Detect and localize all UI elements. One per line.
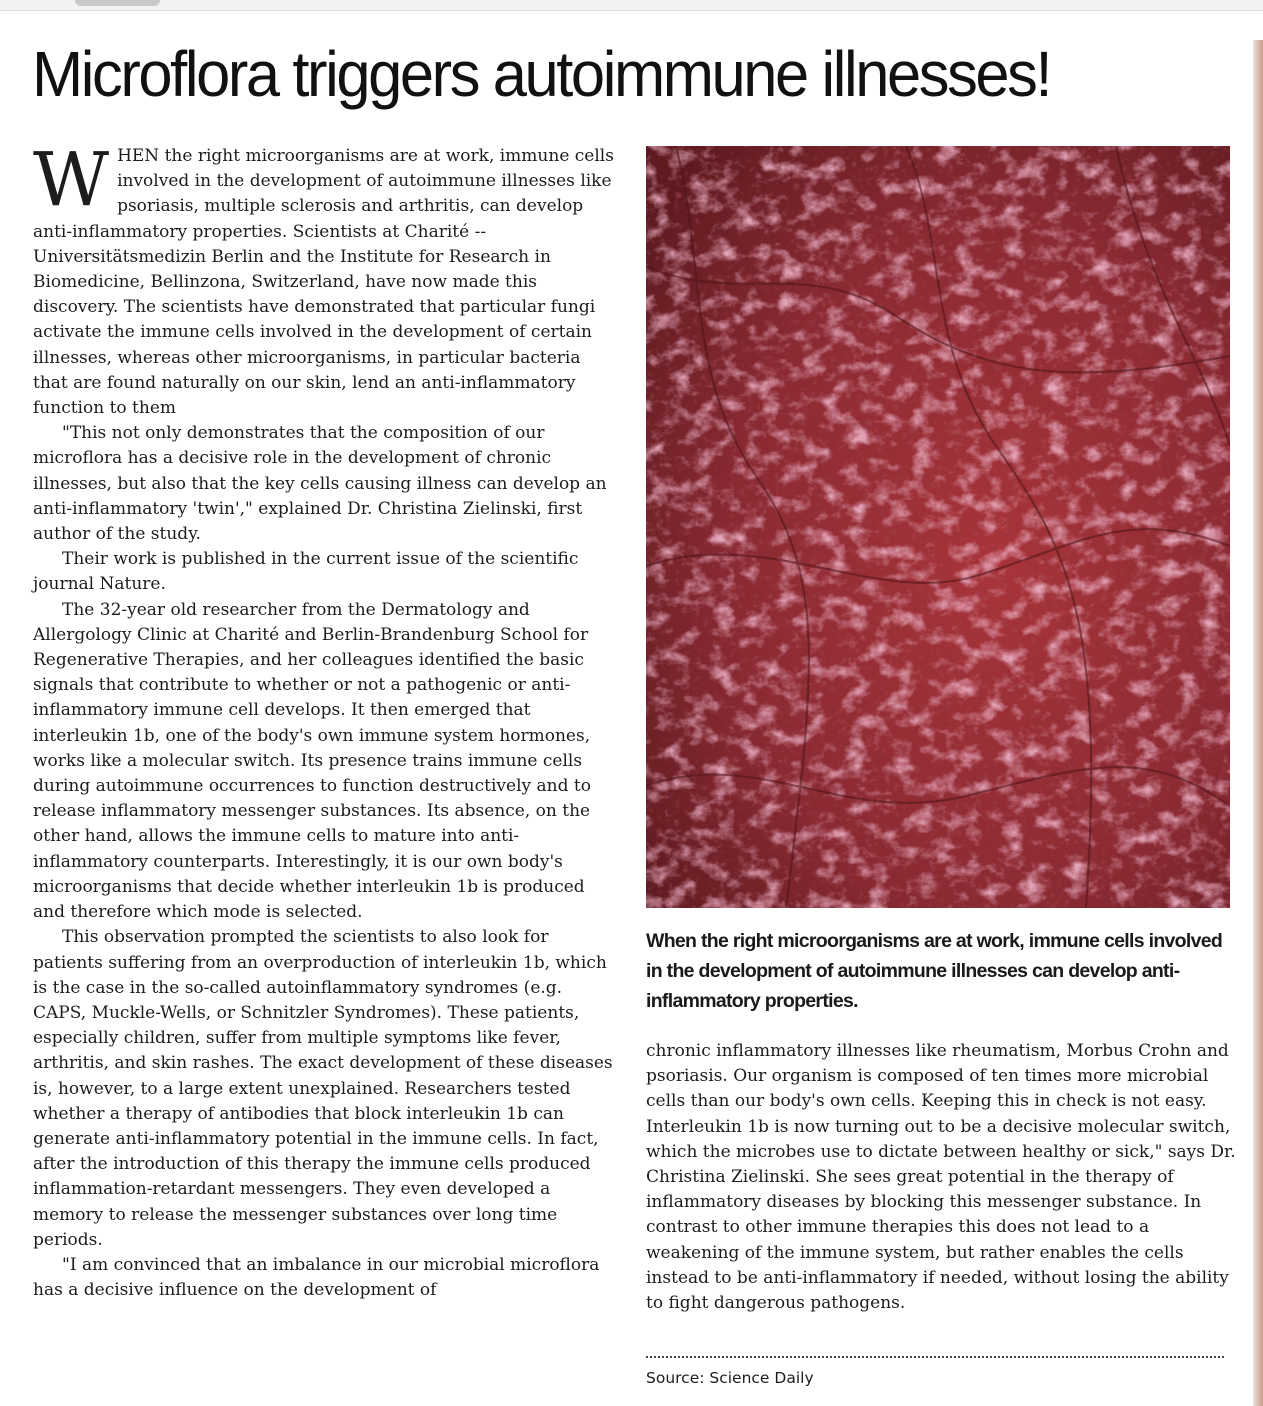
paragraph-continuation: chronic inflammatory illnesses like rheumatism, Morbus Crohn and psoriasis. Our organism is composed of ten times more microbial cells than our body's own cells. Keeping this in check is not easy. Interleukin 1b is now turning out to be a decisive molecular switch, which the microbes use to dictate between healthy or sick," says Dr. Christina Zielinski. She sees great potential in the therapy of inflammatory diseases by blocking this messenger substance. In contrast to other immune therapies this does not lead to a weakening of the immune system, but rather enables the cells instead to be anti-inflammatory if needed, without losing the ability to fight dangerous pathogens. (646, 1041, 1236, 1314)
photo-caption: When the right microorganisms are at work, immune cells involved in the development of autoimmune illnesses can develop anti-inflammatory properties. (646, 930, 1223, 1012)
article-main-column (33, 137, 615, 1303)
page-tab (75, 0, 160, 6)
paragraph-quote-twin: "This not only demonstrates that the composition of our microflora has a decisive role in the development of chronic illnesses, but also that the key cells causing illness can develop an anti-inflammatory 'twin'," explained Dr. Christina Zielinski, first author of the study. (33, 423, 607, 545)
paragraph-publication: Their work is published in the current issue of the scientific journal Nature. (33, 549, 579, 595)
paragraph-researcher: The 32-year old researcher from the Dermatology and Allergology Clinic at Charité and Berlin-Brandenburg School for Regenerative Therapies, and her colleagues identified the basic signals that contribute to whether or not a pathogenic or anti-inflammatory immune cell develops. It then emerged that interleukin 1b, one of the body's own immune system hormones, works like a molecular switch. Its presence trains immune cells during autoimmune occurrences to function destructively and to release inflammatory messenger substances. Its absence, on the other hand, allows the immune cells to mature into anti-inflammatory counterparts. Interestingly, it is our own body's microorganisms that decide whether interleukin 1b is produced and therefore which mode is selected. (33, 599, 591, 923)
headline: Microflora triggers autoimmune illnesses! (32, 38, 1051, 110)
drop-cap: W (33, 137, 110, 223)
page-right-edge (1253, 40, 1263, 1406)
source-divider (646, 1356, 1224, 1358)
paragraph-quote-imbalance: "I am convinced that an imbalance in our microbial microflora has a decisive influence on the development of (33, 1254, 600, 1301)
article-continuation-column (646, 1039, 1236, 1316)
skin-micrograph-photo (646, 146, 1230, 908)
lead-text: HEN the right microorganisms are at work, immune cells involved in the development of autoimmune illnesses like psoriasis, multiple sclerosis and arthritis, can develop anti-inflammatory properties. Scientists at Charité -- Universitätsmedizin Berlin and the Institute for Research in Biomedicine, Bellinzona, Switzerland, have now made this discovery. The scientists have demonstrated that particular fungi activate the immune cells involved in the development of certain illnesses, whereas other microorganisms, in particular bacteria that are found naturally on our skin, lend an anti-inflammatory function to them (33, 146, 614, 419)
page-top-edge (0, 0, 1263, 11)
source-credit: Source: Science Daily (646, 1369, 814, 1387)
lead-paragraph (33, 137, 615, 421)
paragraph-observation: This observation prompted the scientists to also look for patients suffering from an overproduction of interleukin 1b, which is the case in the so-called autoinflammatory syndromes (e.g. CAPS, Muckle-Wells, or Schnitzler Syndromes). These patients, especially children, suffer from multiple symptoms like fever, arthritis, and skin rashes. The exact development of these diseases is, however, to a large extent unexplained. Researchers tested whether a therapy of antibodies that block interleukin 1b can generate anti-inflammatory potential in the immune cells. In fact, after the introduction of this therapy the immune cells produced inflammation-retardant messengers. They even developed a memory to release the messenger substances over long time periods. (33, 927, 613, 1250)
